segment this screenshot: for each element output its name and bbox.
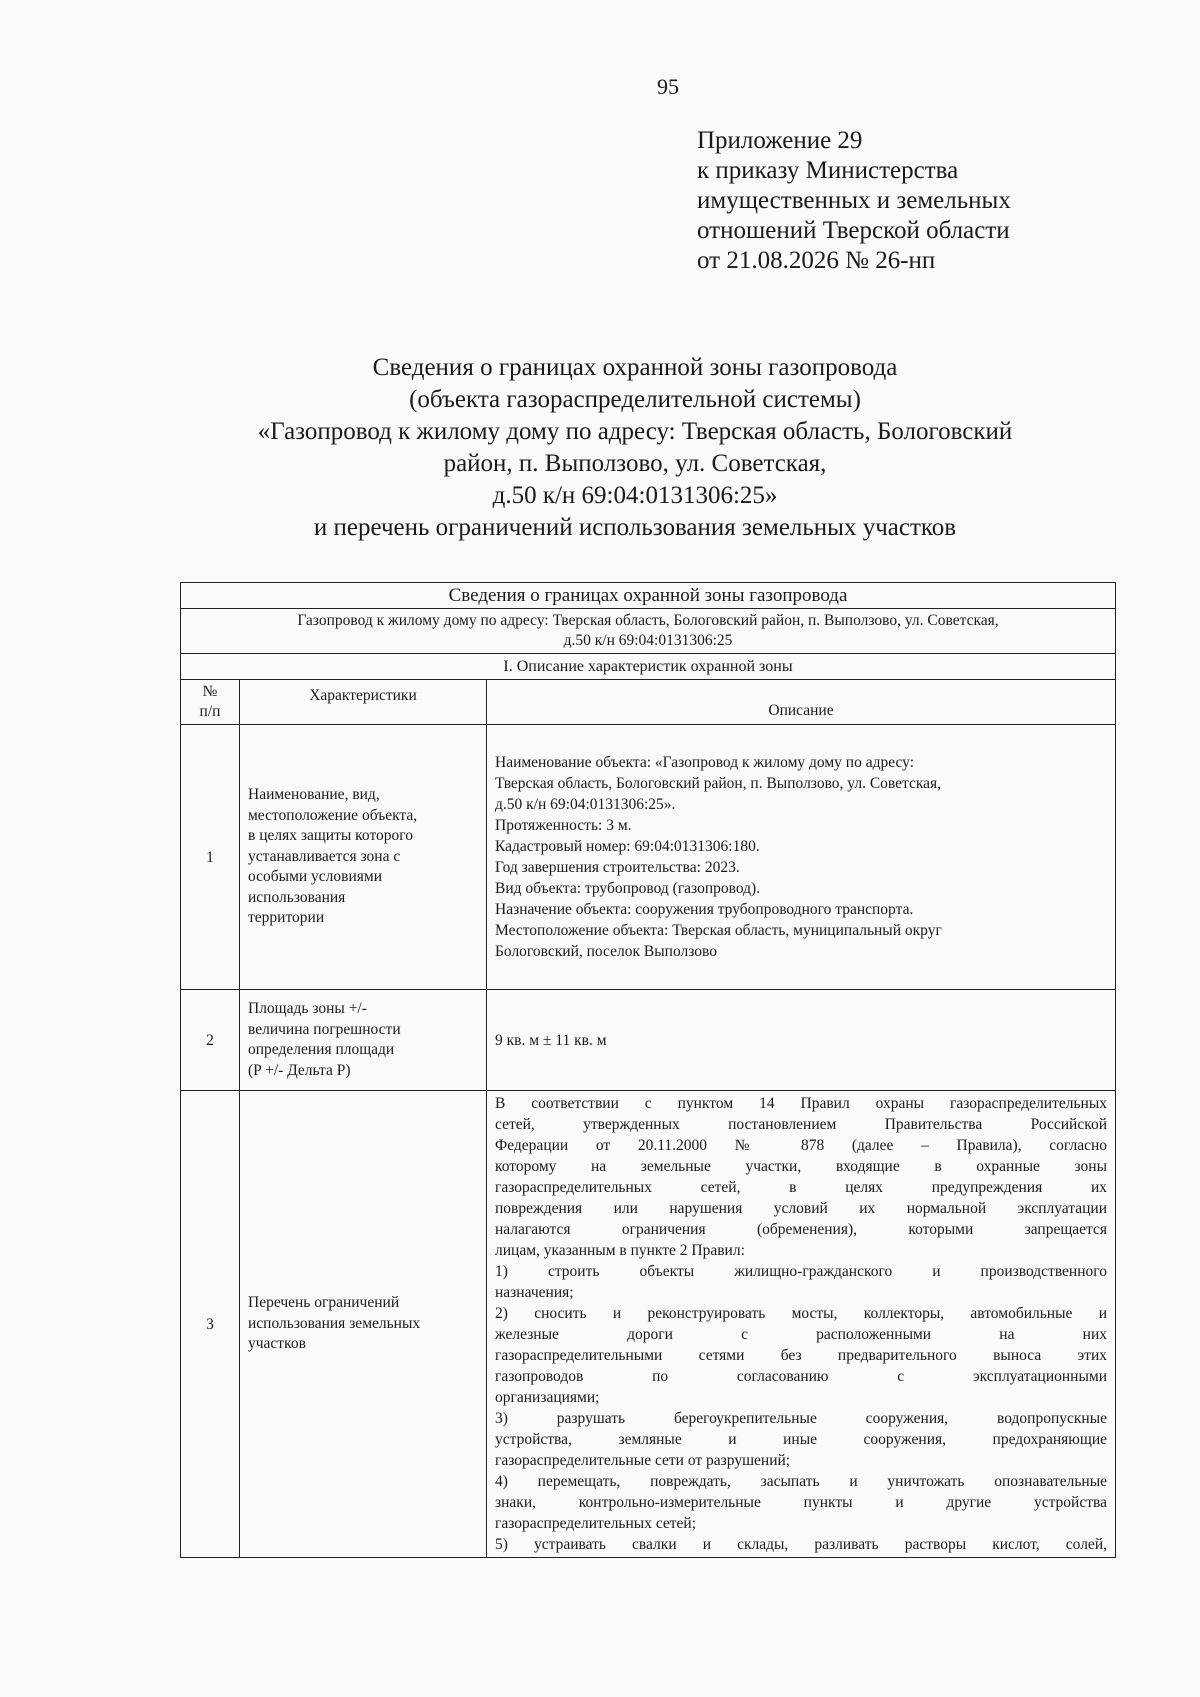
row-description [487,1091,1116,1558]
object-line: д.50 к/н 69:04:0131306:25 [563,632,733,649]
description-line: Местоположение объекта: Тверская область, муниципальный округ [495,922,942,939]
table-caption-row [181,583,1116,609]
table-row [181,1091,1116,1558]
description-line: повреждения или нарушения условий их нормальной эксплуатации [495,1200,1107,1217]
appendix-line: имущественных и земельных [697,187,1011,214]
row-description [487,990,1116,1091]
title-line: и перечень ограничений использования земельных участков [313,514,957,541]
characteristic-line: (P +/- Дельта P) [248,1061,351,1079]
header-num [181,680,240,725]
description-line: налагаются ограничения (обременения), которыми запрещается [495,1221,1107,1238]
description-line: 4) перемещать, повреждать, засыпать и уничтожать опознавательные [495,1473,1107,1490]
characteristic-line: устанавливается зона с [248,847,401,865]
characteristic-line: местоположение объекта, [248,806,418,824]
appendix-line: к приказу Министерства [697,157,959,184]
table-caption: Сведения о границах охранной зоны газопровода [181,583,1116,609]
characteristic-line: Наименование, вид, [248,786,380,804]
row-number: 2 [181,990,240,1091]
description-line: лицам, указанным в пункте 2 Правил: [495,1242,745,1259]
description-line: которому на земельные участки, входящие в охранные зоны [495,1158,1107,1175]
title-line: «Газопровод к жилому дому по адресу: Тверская область, Бологовский [257,418,1013,445]
description-line: Бологовский, поселок Выползово [495,943,717,960]
title-line: д.50 к/н 69:04:0131306:25» [492,482,778,509]
characteristic-line: особыми условиями [248,868,383,886]
object-line: Газопровод к жилому дому по адресу: Тверская область, Бологовский район, п. Выползово, ул. Советская, [297,612,999,629]
row-characteristic [240,1091,487,1558]
row-number: 3 [181,1091,240,1558]
description-line: Протяженность: 3 м. [495,817,632,834]
row-characteristic [240,990,487,1091]
description-line: знаки, контрольно-измерительные пункты и другие устройства [495,1494,1107,1511]
characteristic-line: Площадь зоны +/- [248,1000,367,1017]
appendix-line: отношений Тверской области [697,217,1010,244]
description-line: Назначение объекта: сооружения трубопроводного транспорта. [495,901,914,918]
description-line: организациями; [495,1389,600,1406]
page-number: 95 [657,74,679,99]
appendix-line: от 21.08.2026 № 26-нп [697,247,936,274]
zone-table [180,582,1116,1558]
characteristic-line: территории [248,909,325,927]
characteristic-line: величина погрешности [248,1020,401,1038]
description-line: 5) устраивать свалки и склады, разливать растворы кислот, солей, [495,1536,1107,1553]
description-line: газораспределительных сетей, в целях предупреждения их [495,1179,1107,1196]
characteristic-line: использования [248,888,346,906]
section-title: I. Описание характеристик охранной зоны [181,654,1116,680]
header-num-line: № [202,683,218,700]
description-line: 2) сносить и реконструировать мосты, коллекторы, автомобильные и [495,1305,1107,1322]
description-line: 1) строить объекты жилищно-гражданского и производственного [495,1263,1107,1280]
appendix-block [697,126,1011,276]
description-line: 3) разрушать берегоукрепительные сооружения, водопропускные [495,1410,1107,1427]
table-object-row [181,609,1116,654]
description-line: Федерации от 20.11.2000 № 878 (далее – Правила), согласно [495,1137,1107,1154]
title-line: Сведения о границах охранной зоны газопровода [372,354,898,381]
document-title [170,352,1100,544]
header-description: Описание [487,680,1116,725]
characteristic-line: использования земельных [248,1314,421,1332]
description-line: газораспределительными сетями без предварительного выноса этих [495,1347,1107,1364]
characteristic-line: участков [248,1335,306,1353]
row-description [487,725,1116,990]
header-num-line: п/п [199,703,221,720]
description-line: Вид объекта: трубопровод (газопровод). [495,880,761,897]
description-line: газораспределительных сетей; [495,1515,697,1532]
row-number: 1 [181,725,240,990]
title-line: район, п. Выползово, ул. Советская, [443,450,827,477]
row-characteristic [240,725,487,990]
description-line: Кадастровый номер: 69:04:0131306:180. [495,838,760,855]
characteristic-line: в целях защиты которого [248,827,413,845]
characteristic-line: Перечень ограничений [248,1294,400,1312]
characteristic-line: определения площади [248,1041,395,1058]
table-header-row [181,680,1116,725]
description-line: газораспределительные сети от разрушений; [495,1452,791,1469]
description-line: 9 кв. м ± 11 кв. м [495,1031,607,1049]
description-line: железные дороги с расположенными на них [495,1326,1107,1343]
header-characteristics: Характеристики [240,680,487,725]
description-line: Тверская область, Бологовский район, п. Выползово, ул. Советская, [495,775,942,792]
description-line: д.50 к/н 69:04:0131306:25». [495,796,676,813]
table-row [181,725,1116,990]
description-line: Год завершения строительства: 2023. [495,859,740,876]
table-row [181,990,1116,1091]
title-line: (объекта газораспределительной системы) [409,386,861,413]
description-line: Наименование объекта: «Газопровод к жилому дому по адресу: [495,754,915,771]
appendix-line: Приложение 29 [697,127,863,154]
description-line: В соответствии с пунктом 14 Правил охраны газораспределительных [495,1095,1107,1112]
description-line: сетей, утвержденных постановлением Правительства Российской [495,1116,1107,1133]
description-line: назначения; [495,1284,574,1301]
description-line: устройства, земляные и иные сооружения, предохраняющие [495,1431,1107,1448]
table-section-row [181,654,1116,680]
description-line: газопроводов по согласованию с эксплуатационными [495,1368,1107,1385]
table-object-name [181,609,1116,654]
